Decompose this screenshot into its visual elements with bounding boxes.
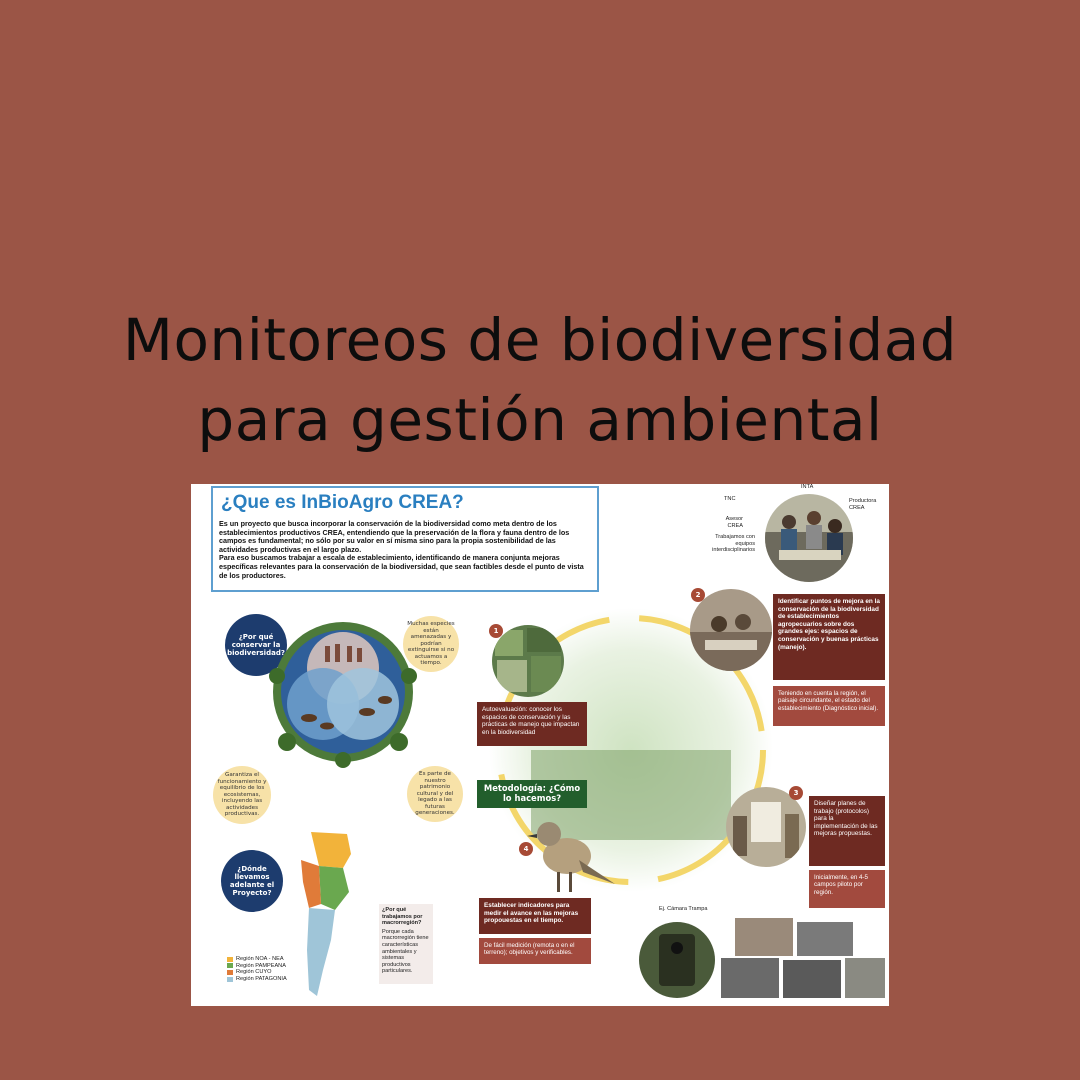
step-4-bird-illustration bbox=[523, 812, 619, 896]
legend-label: Región NOA - NEA bbox=[236, 956, 284, 962]
legend-swatch bbox=[227, 957, 233, 962]
legend-item bbox=[227, 956, 287, 963]
intro-heading: ¿Que es InBioAgro CREA? bbox=[221, 492, 464, 513]
step-2-box bbox=[773, 594, 885, 680]
page-title bbox=[0, 300, 1080, 460]
step-2-note-text: Teniendo en cuenta la región, el paisaje circundante, el estado del establecimiento (Diagnóstico inicial). bbox=[778, 690, 879, 712]
step-1-aerial-photo bbox=[491, 624, 565, 698]
legend-swatch bbox=[227, 977, 233, 982]
team-label-asesor: Asesor CREA bbox=[725, 516, 743, 529]
macroregion-question: ¿Por qué trabajamos por macrorregión? bbox=[382, 907, 423, 927]
step-4-box bbox=[479, 898, 591, 934]
intro-box bbox=[211, 486, 599, 592]
ecosystem-balance-bubble bbox=[213, 766, 271, 824]
macroregion-text: Porque cada macrorregión tiene características ambientales y sistemas productivos particulares. bbox=[382, 928, 429, 975]
team-label-equipos: Trabajamos con equipos interdisciplinarios bbox=[712, 534, 755, 554]
step-4-text: Establecer indicadores para medir el avance en las mejoras propouestas en el tiempo. bbox=[484, 902, 579, 925]
why-conserve-text: ¿Por qué conservar la biodiversidad? bbox=[227, 633, 285, 657]
step-1-text: Autoevaluación: conocer los espacios de conservación y las prácticas de manejo que impactan en la biodiversidad bbox=[482, 706, 580, 736]
cultural-heritage-text: Es parte de nuestro patrimonio cultural y del legado a las futuras generaciones. bbox=[415, 770, 455, 817]
team-photo bbox=[759, 492, 859, 584]
methodology-title: Metodología: ¿Cómo lo hacemos? bbox=[483, 783, 581, 803]
where-bubble bbox=[221, 850, 283, 912]
camera-trap-illustration bbox=[637, 914, 887, 1004]
step-2-marker: 2 bbox=[691, 588, 705, 602]
step-1-marker: 1 bbox=[489, 624, 503, 638]
team-label-productora: Productora CREA bbox=[849, 498, 877, 511]
intro-paragraph-1: Es un proyecto que busca incorporar la conservación de la biodiversidad como meta dentro de los establecimientos productivos CREA, entendiendo que la preservación de la flora y fauna dentro de los campos es fundamental; no sólo por su valor en sí misma sino para la propia sostenibilidad de las actividades productivas en el largo plazo. bbox=[219, 519, 570, 554]
step-3-box bbox=[809, 796, 885, 866]
step-4-marker: 4 bbox=[519, 842, 533, 856]
step-3-note-text: Inicialmente, en 4-5 campos piloto por región. bbox=[814, 874, 868, 896]
step-2-note bbox=[773, 686, 885, 726]
region-legend bbox=[227, 956, 287, 982]
legend-label: Región PATAGONIA bbox=[236, 975, 287, 982]
intro-text bbox=[219, 520, 591, 580]
team-label-tnc: TNC bbox=[724, 496, 736, 502]
species-threat-text: Muchas especies están amenazadas y podrían extinguirse si no actuamos a tiempo. bbox=[407, 620, 455, 667]
intro-paragraph-2: Para eso buscamos trabajar a escala de establecimiento, identificando de manera conjunta mejoras específicas relevantes para la conservación de la biodiversidad, que sean factibles desde el punto de vista de los productores. bbox=[219, 553, 584, 580]
step-4-note bbox=[479, 938, 591, 964]
camera-trap-label: Ej. Cámara Trampa bbox=[659, 906, 708, 912]
legend-item bbox=[227, 963, 287, 970]
step-3-marker: 3 bbox=[789, 786, 803, 800]
where-text: ¿Dónde llevamos adelante el Proyecto? bbox=[229, 865, 275, 897]
page-title-line-2: para gestión ambiental bbox=[197, 386, 883, 454]
legend-item bbox=[227, 976, 287, 983]
ecosystem-balance-text: Garantiza el funcionamiento y equilibrio de los ecosistemas, incluyendo las actividades productivas. bbox=[217, 771, 267, 818]
step-3-note bbox=[809, 870, 885, 908]
page-title-line-1: Monitoreos de biodiversidad bbox=[122, 306, 958, 374]
biodiversity-venn-illustration bbox=[267, 612, 419, 768]
step-3-text: Diseñar planes de trabajo (protocolos) para la implementación de las mejoras propuestas. bbox=[814, 800, 878, 838]
cultural-heritage-bubble bbox=[407, 766, 463, 822]
macroregion-box bbox=[379, 904, 433, 984]
step-2-text: Identificar puntos de mejora en la conservación de la biodiversidad de establecimientos agropecuarios sobre dos grandes ejes: espacios de conservación y buenas prácticas (manejo). bbox=[778, 598, 880, 651]
argentina-map bbox=[291, 830, 371, 1000]
legend-label: Región PAMPEANA bbox=[236, 962, 286, 969]
legend-label: Región CUYO bbox=[236, 969, 272, 976]
step-1-box bbox=[477, 702, 587, 746]
legend-swatch bbox=[227, 963, 233, 968]
infographic-image bbox=[191, 484, 889, 1006]
methodology-label bbox=[477, 780, 587, 808]
legend-swatch bbox=[227, 970, 233, 975]
team-label-inta: INTA bbox=[801, 484, 814, 490]
step-4-note-text: De fácil medición (remota o en el terreno); objetivos y verificables. bbox=[484, 942, 575, 957]
legend-item bbox=[227, 969, 287, 976]
